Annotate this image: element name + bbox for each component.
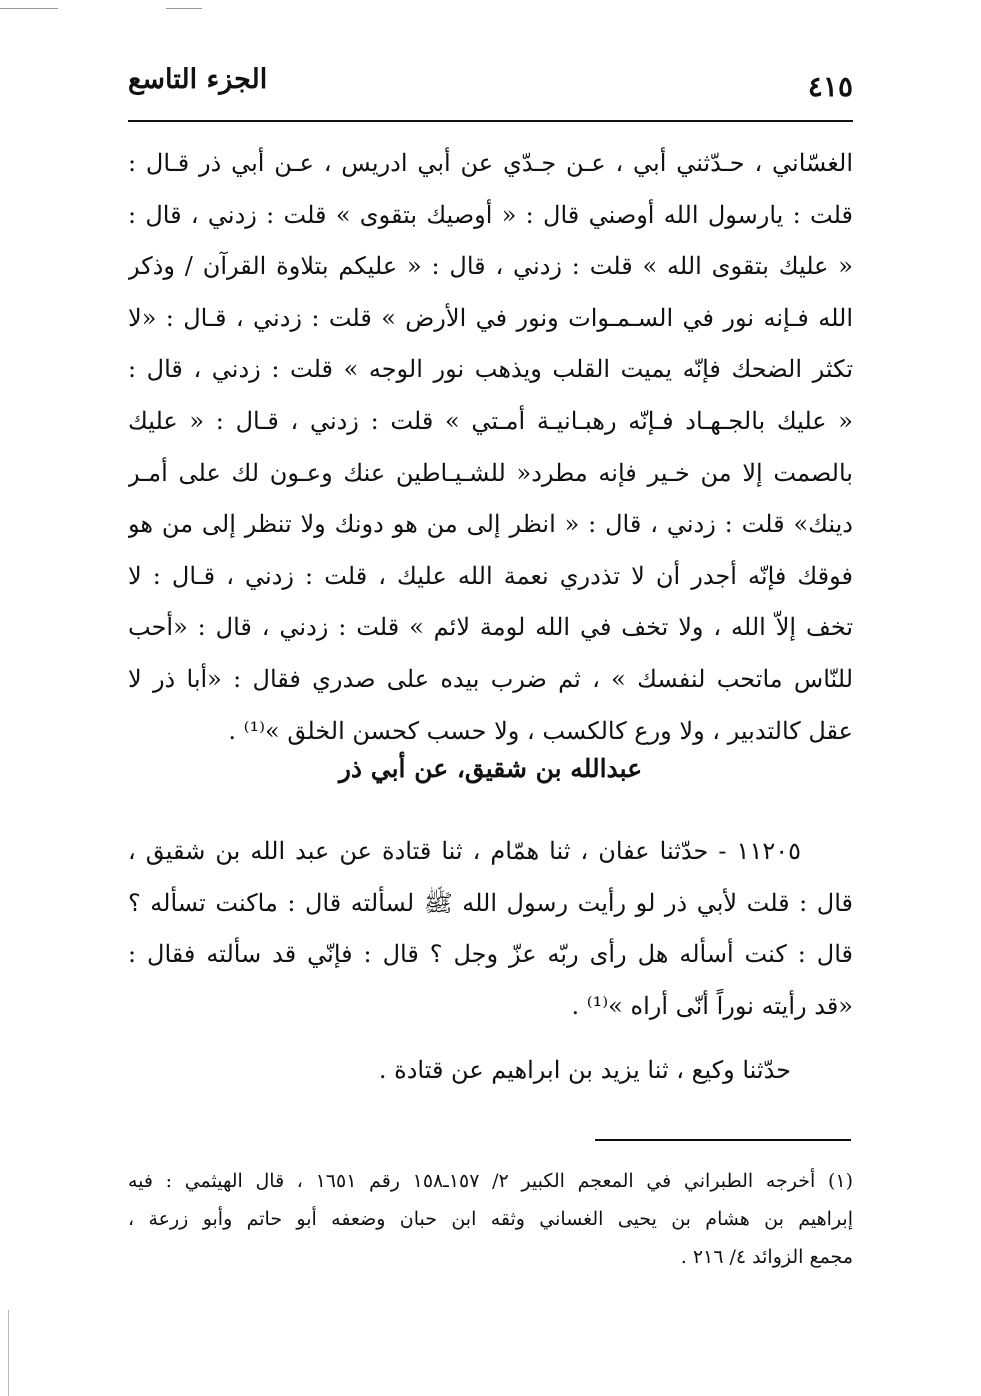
scan-edge-line <box>8 1310 9 1396</box>
scan-edge-mark <box>0 8 58 9</box>
running-title: الجزء التاسع <box>128 64 268 95</box>
text-line: الغسّاني ، حـدّثني أبي ، عـن جـدّي عن أبي ادريس ، عـن أبي ذر قـال : <box>128 149 853 177</box>
text-line: الله فـإنه نور في السـمـوات ونور في الأرض » قلت : زدني ، قـال : «لا <box>128 303 853 332</box>
footnote-rule <box>595 1139 851 1141</box>
hadith-line: «قد رأيته نوراً أنّى أراه »⁽¹⁾ . <box>571 991 853 1020</box>
scan-edge-mark <box>166 8 202 9</box>
main-text-block <box>128 138 853 757</box>
section-heading: عبدالله بن شقيق، عن أبي ذر <box>338 754 643 783</box>
footnotes-block <box>128 1162 853 1276</box>
text-line: دينك» قلت : زدني ، قال : « انظر إلى من هو دونك ولا تنظر إلى من هو <box>128 510 853 539</box>
text-line: « عليك بالجـهـاد فـإنّه رهبـانيـة أمـتي » قلت : زدني ، قـال : « عليك <box>128 406 853 435</box>
chain-line: حدّثنا وكيع ، ثنا يزيد بن ابراهيم عن قتادة . <box>378 1056 791 1084</box>
text-line: « عليك بتقوى الله » قلت : زدني ، قال : « عليكم بتلاوة القرآن / وذكر <box>128 252 853 281</box>
hadith-block <box>128 826 853 1032</box>
text-line: قلت : يارسول الله أوصني قال : « أوصيك بتقوى » قلت : زدني ، قال : <box>128 200 853 229</box>
text-line: بالصمت إلا من خـير فإنه مطرد« للشـيـاطين عنك وعـون لك على أمـر <box>128 458 853 487</box>
page-number: ٤١٥ <box>807 70 853 103</box>
footnote-line: مجمع الزوائد ٤/ ٢١٦ . <box>680 1246 853 1268</box>
footnote-line: إبراهيم بن هشام بن يحيى الغساني وثقه ابن حبان وضعفه أبو حاتم وأبو زرعة ، <box>128 1208 853 1230</box>
text-line: تخف إلاّ الله ، ولا تخف في الله لومة لائم » قلت : زدني ، قال : «أحب <box>128 613 853 642</box>
footnote-line: (١) أخرجه الطبراني في المعجم الكبير ٢/ ١٥٧ـ١٥٨ رقم ١٦٥١ ، قال الهيثمي : فيه <box>128 1170 853 1192</box>
hadith-line: قال : كنت أسأله هل رأى ربّه عزّ وجل ؟ قال : فإنّي قد سألته فقال : <box>128 940 853 969</box>
hadith-line: قال : قلت لأبي ذر لو رأيت رسول الله ﷺ لسألته قال : ماكنت تسأله ؟ <box>128 888 853 917</box>
text-line: فوقك فإنّه أجدر أن لا تذدري نعمة الله عليك ، قلت : زدني ، قـال : لا <box>128 561 853 590</box>
hadith-line: ١١٢٠٥ - حدّثنا عفان ، ثنا همّام ، ثنا قتادة عن عبد الله بن شقيق ، <box>128 837 801 865</box>
running-header <box>128 58 853 112</box>
text-line: تكثر الضحك فإنّه يميت القلب ويذهب نور الوجه » قلت : زدني ، قال : <box>128 355 853 384</box>
text-line: عقل كالتدبير ، ولا ورع كالكسب ، ولا حسب كحسن الخلق »⁽¹⁾ . <box>228 716 853 745</box>
header-rule <box>128 120 853 122</box>
text-line: للنّاس ماتحب لنفسك » ، ثم ضرب بيده على صدري فقال : «أبا ذر لا <box>128 664 853 693</box>
